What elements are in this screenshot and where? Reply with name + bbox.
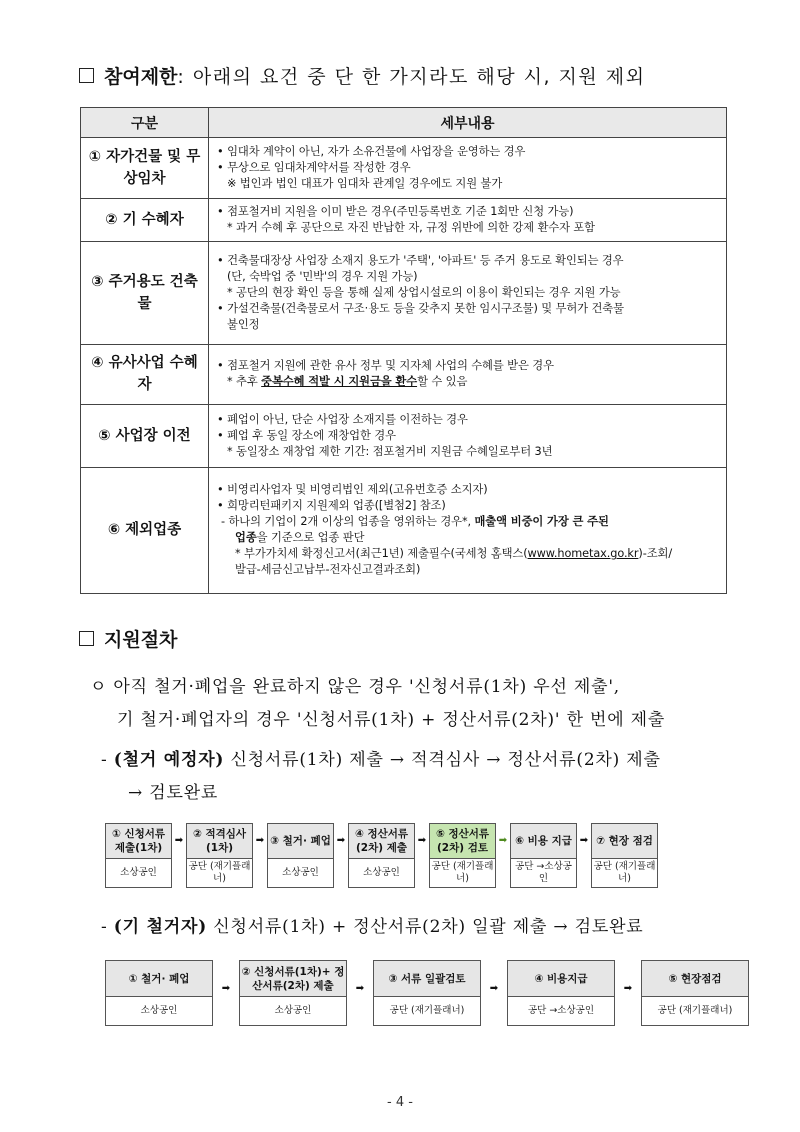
detail-text: )-조회/ xyxy=(638,547,673,561)
step-title: ① 신청서류 제출(1차) xyxy=(106,824,171,859)
row-details xyxy=(209,138,727,199)
arrow-right-icon: ➡ xyxy=(417,835,427,846)
detail-line: (단, 숙박업 중 '민박'의 경우 지원 가능) xyxy=(227,269,418,283)
step-actor: 소상공인 xyxy=(274,1005,312,1016)
row-details xyxy=(209,344,727,405)
step-title: ⑥ 비용 지급 xyxy=(511,824,576,859)
refund-warning: 중복수혜 적발 시 지원금을 환수 xyxy=(261,375,418,389)
detail-line: • 희망리턴패키지 지원제외 업종([별첨2] 참조) xyxy=(217,498,720,514)
detail-line: • 폐업이 아닌, 단순 사업장 소재지를 이전하는 경우 xyxy=(217,412,720,428)
step-actor: 소상공인 xyxy=(140,1005,178,1016)
row-category: ④ 유사사업 수혜자 xyxy=(81,344,209,405)
section-title-bold: 지원절차 xyxy=(104,629,178,651)
detail-line: 불인정 xyxy=(227,317,260,331)
detail-text: 할 수 있음 xyxy=(417,375,468,389)
step-actor: 소상공인 xyxy=(282,867,319,878)
flow-step xyxy=(507,960,615,1026)
step-title: ④ 정산서류 (2차) 제출 xyxy=(349,824,414,859)
detail-line: • 폐업 후 동일 장소에 재창업한 경우 xyxy=(217,428,720,444)
detail-text: * 부가가치세 확정신고서(최근1년) 제출필수(국세청 홈택스( xyxy=(235,547,528,561)
step-title: ⑤ 현장점검 xyxy=(642,961,748,997)
checkbox-square-icon xyxy=(79,68,94,83)
arrow-right-icon: ➡ xyxy=(355,983,365,994)
row-category: ⑥ 제외업종 xyxy=(81,467,209,593)
case-planned-demolition xyxy=(101,744,661,810)
case-dash: - xyxy=(101,750,114,770)
row-details xyxy=(209,242,727,344)
overview-line: ㅇ 아직 철거·폐업을 완료하지 않은 경우 '신청서류(1차) 우선 제출', xyxy=(90,677,621,697)
detail-line: • 비영리사업자 및 비영리법인 제외(고유번호증 소지자) xyxy=(217,482,720,498)
case-text: 신청서류(1차) 제출 → 적격심사 → 정산서류(2차) 제출 xyxy=(224,750,661,770)
step-title: ③ 서류 일괄검토 xyxy=(374,961,480,997)
detail-line: • 임대차 계약이 아닌, 자가 소유건물에 사업장을 운영하는 경우 xyxy=(217,144,720,160)
step-actor: 소상공인 xyxy=(363,867,400,878)
case-already-demolished xyxy=(101,911,644,944)
page-number: - 4 - xyxy=(387,1095,413,1110)
case-label: (기 철거자) xyxy=(113,917,208,937)
row-details xyxy=(209,467,727,593)
table-row xyxy=(81,138,727,199)
detail-line: * 공단의 현장 확인 등을 통해 실제 상업시설로의 이용이 확인되는 경우 지원 가능 xyxy=(227,285,621,299)
case-line xyxy=(101,744,661,777)
step-actor: 공단 (재기플래너) xyxy=(657,1005,733,1016)
step-actor: 공단 (재기플래너) xyxy=(188,861,251,884)
step-title: ① 철거· 폐업 xyxy=(106,961,212,997)
arrow-right-icon: ➡ xyxy=(336,835,346,846)
arrow-right-icon: ➡ xyxy=(221,983,231,994)
detail-text: 을 기준으로 업종 판단 xyxy=(256,531,365,545)
case-dash: - xyxy=(101,917,114,937)
flow-step xyxy=(348,823,415,888)
flow-step xyxy=(373,960,481,1026)
row-category: ③ 주거용도 건축물 xyxy=(81,242,209,344)
overview-line: 기 철거·폐업자의 경우 '신청서류(1차) + 정산서류(2차)' 한 번에 제출 xyxy=(117,710,666,730)
case-text: 신청서류(1차) + 정산서류(2차) 일괄 제출 → 검토완료 xyxy=(207,917,644,937)
arrow-right-icon: ➡ xyxy=(489,983,499,994)
table-row xyxy=(81,242,727,344)
row-category: ⑤ 사업장 이전 xyxy=(81,405,209,468)
step-title: ③ 철거· 폐업 xyxy=(268,824,333,859)
flow-step xyxy=(239,960,347,1026)
step-actor: 소상공인 xyxy=(120,867,157,878)
flow-step-highlighted xyxy=(429,823,496,888)
detail-line: • 점포철거비 지원을 이미 받은 경우(주민등록번호 기준 1회만 신청 가능) xyxy=(217,204,720,220)
step-title: ⑦ 현장 점검 xyxy=(592,824,657,859)
row-category: ① 자가건물 및 무상임차 xyxy=(81,138,209,199)
detail-line xyxy=(217,546,720,562)
case-line: → 검토완료 xyxy=(128,783,219,803)
flow-step xyxy=(105,823,172,888)
flow-step xyxy=(510,823,577,888)
flow-step xyxy=(641,960,749,1026)
detail-line: * 동일장소 재창업 제한 기간: 점포철거비 지원금 수혜일로부터 3년 xyxy=(227,444,553,458)
step-title: ② 신청서류(1차)+ 정산서류(2차) 제출 xyxy=(240,961,346,997)
flow-step xyxy=(267,823,334,888)
detail-emphasis: 업종 xyxy=(235,531,257,545)
hometax-link[interactable]: www.hometax.go.kr xyxy=(527,547,639,561)
flow-step xyxy=(591,823,658,888)
header-details: 세부내용 xyxy=(209,108,727,138)
detail-line: ※ 법인과 법인 대표가 임대차 관계일 경우에도 지원 불가 xyxy=(227,176,503,190)
flow-step xyxy=(105,960,213,1026)
section-title-procedure xyxy=(79,625,177,652)
detail-text: * 추후 xyxy=(227,375,262,389)
detail-line xyxy=(217,530,720,546)
detail-line: • 가설건축물(건축물로서 구조·용도 등을 갖추지 못한 임시구조물) 및 무허가 건축물 xyxy=(217,301,720,317)
arrow-right-icon: ➡ xyxy=(498,835,508,846)
case-label: (철거 예정자) xyxy=(113,750,225,770)
case-line xyxy=(101,911,644,944)
row-category: ② 기 수혜자 xyxy=(81,198,209,242)
header-category: 구분 xyxy=(81,108,209,138)
table-row xyxy=(81,198,727,242)
row-details xyxy=(209,405,727,468)
detail-line: • 점포철거 지원에 관한 유사 정부 및 지자체 사업의 수혜를 받은 경우 xyxy=(217,358,720,374)
restrictions-table xyxy=(80,107,727,594)
table-row xyxy=(81,405,727,468)
flow-planned-demolition xyxy=(105,823,658,888)
step-title: ④ 비용지급 xyxy=(508,961,614,997)
step-actor: 공단 (재기플래너) xyxy=(389,1005,465,1016)
step-actor: 공단 (재기플래너) xyxy=(431,861,494,884)
flow-step xyxy=(186,823,253,888)
detail-line: • 무상으로 임대차계약서를 작성한 경우 xyxy=(217,160,720,176)
arrow-right-icon: ➡ xyxy=(579,835,589,846)
step-actor: 공단 →소상공인 xyxy=(515,861,572,884)
row-details xyxy=(209,198,727,242)
detail-line: 발급-세금신고납부-전자신고결과조회) xyxy=(235,563,421,577)
flow-already-demolished xyxy=(105,960,749,1026)
detail-line xyxy=(217,514,720,530)
arrow-right-icon: ➡ xyxy=(255,835,265,846)
procedure-overview xyxy=(90,671,665,737)
detail-line: * 과거 수혜 후 공단으로 자진 반납한 자, 규정 위반에 의한 강제 환수자 포함 xyxy=(227,220,595,234)
table-row xyxy=(81,467,727,593)
arrow-right-icon: ➡ xyxy=(623,983,633,994)
detail-emphasis: 매출액 비중이 가장 큰 주된 xyxy=(474,515,609,529)
detail-text: - 하나의 기업이 2개 이상의 업종을 영위하는 경우*, xyxy=(221,515,475,529)
section-title-restrictions xyxy=(79,62,646,89)
step-title: ⑤ 정산서류 (2차) 검토 xyxy=(430,824,495,859)
step-actor: 공단 →소상공인 xyxy=(527,1005,595,1016)
section-title-text: : 아래의 요건 중 단 한 가지라도 해당 시, 지원 제외 xyxy=(177,66,646,88)
detail-line: • 건축물대장상 사업장 소재지 용도가 '주택', '아파트' 등 주거 용도로 확인되는 경우 xyxy=(217,253,720,269)
step-title: ② 적격심사 (1차) xyxy=(187,824,252,859)
detail-line xyxy=(217,374,720,390)
table-row xyxy=(81,344,727,405)
arrow-right-icon: ➡ xyxy=(174,835,184,846)
table-header-row xyxy=(81,108,727,138)
checkbox-square-icon xyxy=(79,631,94,646)
section-title-bold: 참여제한 xyxy=(104,66,178,88)
step-actor: 공단 (재기플래너) xyxy=(593,861,656,884)
